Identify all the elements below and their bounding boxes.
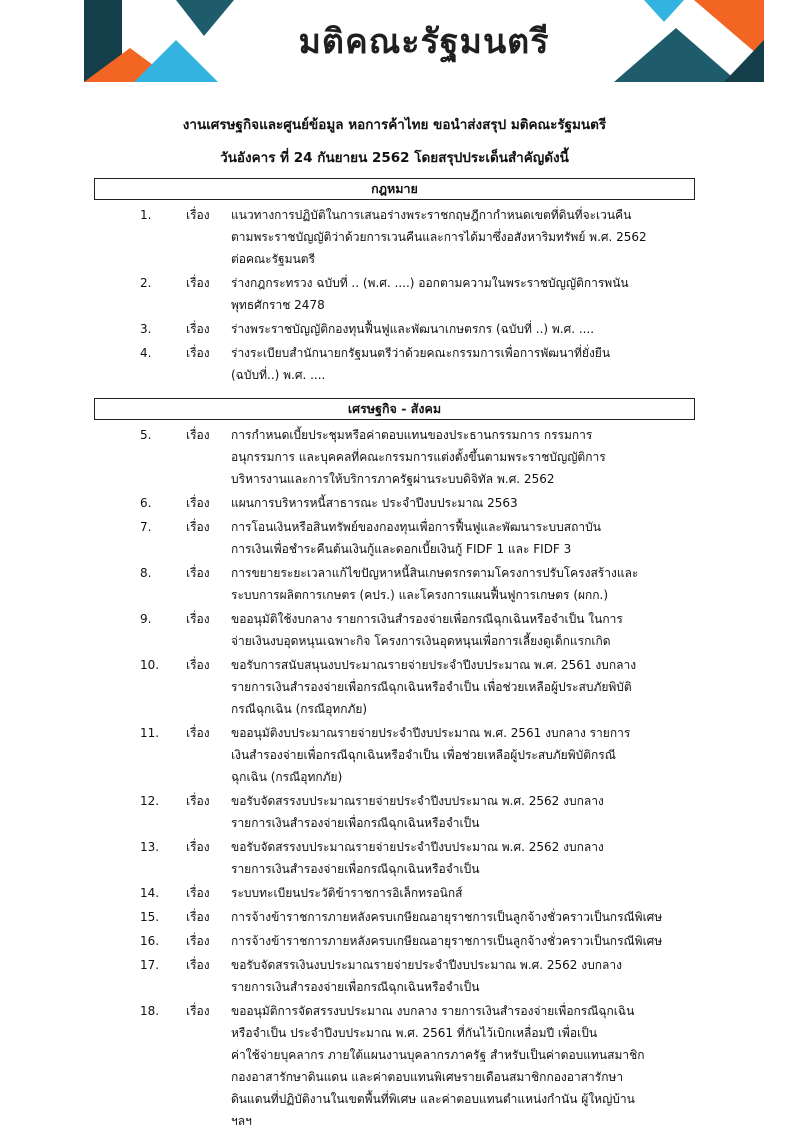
item-text-line: ตามพระราชบัญญัติว่าด้วยการเวนคืนและการได้มาซึ่งอสังหาริมทรัพย์ พ.ศ. 2562: [231, 230, 647, 244]
item-number: 17.: [140, 958, 160, 972]
item-keyword: เรื่อง: [186, 658, 210, 672]
section-heading: เศรษฐกิจ - สังคม: [94, 398, 695, 420]
item-text-line: ขอรับจัดสรรงบประมาณรายจ่ายประจำปีงบประมาณ พ.ศ. 2562 งบกลาง: [231, 794, 604, 808]
item-number: 16.: [140, 934, 160, 948]
item-text-line: ต่อคณะรัฐมนตรี: [231, 252, 316, 266]
item-keyword: เรื่อง: [186, 1004, 210, 1018]
item-number: 18.: [140, 1004, 160, 1018]
item-keyword: เรื่อง: [186, 520, 210, 534]
item-text: [231, 204, 691, 270]
item-text-line: การกำหนดเบี้ยประชุมหรือค่าตอบแทนของประธานกรรมการ กรรมการ: [231, 428, 593, 442]
item-keyword: เรื่อง: [186, 566, 210, 580]
item-keyword: เรื่อง: [186, 934, 210, 948]
item-number: 10.: [140, 658, 160, 672]
item-text: [231, 930, 691, 952]
intro-line-2: วันอังคาร ที่ 24 กันยายน 2562 โดยสรุปประเด็นสำคัญดังนี้: [220, 150, 569, 166]
item-text-line: ฉุกเฉิน (กรณีอุทกภัย): [231, 770, 343, 784]
item-text-line: รายการเงินสำรองจ่ายเพื่อกรณีฉุกเฉินหรือจำเป็น: [231, 980, 480, 994]
item-text-line: พุทธศักราช 2478: [231, 298, 325, 312]
item-number: 3.: [140, 322, 152, 336]
item-text: [231, 790, 691, 834]
item-keyword: เรื่อง: [186, 794, 210, 808]
item-text-line: ระบบทะเบียนประวัติข้าราชการอิเล็กทรอนิกส์: [231, 886, 463, 900]
item-text: [231, 272, 691, 316]
item-text-line: หรือจำเป็น ประจำปีงบประมาณ พ.ศ. 2561 ที่กันไว้เบิกเหลื่อมปี เพื่อเป็น: [231, 1026, 598, 1040]
item-text-line: ร่างพระราชบัญญัติกองทุนฟื้นฟูและพัฒนาเกษตรกร (ฉบับที่ ..) พ.ศ. ....: [231, 322, 595, 336]
item-text-line: การจ้างข้าราชการภายหลังครบเกษียณอายุราชการเป็นลูกจ้างชั่วคราวเป็นกรณีพิเศษ: [231, 910, 663, 924]
item-text-line: ขอรับจัดสรรงบประมาณรายจ่ายประจำปีงบประมาณ พ.ศ. 2562 งบกลาง: [231, 840, 604, 854]
item-text-line: แผนการบริหารหนี้สาธารณะ ประจำปีงบประมาณ 2563: [231, 496, 518, 510]
item-text-line: เงินสำรองจ่ายเพื่อกรณีฉุกเฉินหรือจำเป็น เพื่อช่วยเหลือผู้ประสบภัยพิบัติกรณี: [231, 748, 616, 762]
item-text-line: การเงินเพื่อชำระคืนต้นเงินกู้และดอกเบี้ยเงินกู้ FIDF 1 และ FIDF 3: [231, 542, 572, 556]
item-text-line: การขยายระยะเวลาแก้ไขปัญหาหนี้สินเกษตรกรตามโครงการปรับโครงสร้างและ: [231, 566, 639, 580]
item-text: [231, 882, 691, 904]
item-keyword: เรื่อง: [186, 496, 210, 510]
item-number: 7.: [140, 520, 152, 534]
item-keyword: เรื่อง: [186, 276, 210, 290]
item-number: 15.: [140, 910, 160, 924]
item-keyword: เรื่อง: [186, 958, 210, 972]
item-keyword: เรื่อง: [186, 726, 210, 740]
item-text-line: ดินแดนที่ปฏิบัติงานในเขตพื้นที่พิเศษ และค่าตอบแทนตำแหน่งกำนัน ผู้ใหญ่บ้าน: [231, 1092, 635, 1106]
item-text-line: ค่าใช้จ่ายบุคลากร ภายใต้แผนงานบุคลากรภาครัฐ สำหรับเป็นค่าตอบแทนสมาชิก: [231, 1048, 645, 1062]
item-text: [231, 654, 691, 720]
header-banner: [84, 0, 764, 82]
item-keyword: เรื่อง: [186, 346, 210, 360]
item-text-line: ขออนุมัติงบประมาณรายจ่ายประจำปีงบประมาณ พ.ศ. 2561 งบกลาง รายการ: [231, 726, 631, 740]
item-keyword: เรื่อง: [186, 910, 210, 924]
item-text-line: ร่างระเบียบสำนักนายกรัฐมนตรีว่าด้วยคณะกรรมการเพื่อการพัฒนาที่ยั่งยืน: [231, 346, 611, 360]
item-text: [231, 906, 691, 928]
item-text-line: แนวทางการปฏิบัติในการเสนอร่างพระราชกฤษฎีกากำหนดเขตที่ดินที่จะเวนคืน: [231, 208, 632, 222]
item-text-line: การจ้างข้าราชการภายหลังครบเกษียณอายุราชการเป็นลูกจ้างชั่วคราวเป็นกรณีพิเศษ: [231, 934, 663, 948]
item-text-line: ขอรับจัดสรรเงินงบประมาณรายจ่ายประจำปีงบประมาณ พ.ศ. 2562 งบกลาง: [231, 958, 622, 972]
item-text-line: ร่างกฎกระทรวง ฉบับที่ .. (พ.ศ. ....) ออกตามความในพระราชบัญญัติการพนัน: [231, 276, 629, 290]
item-number: 4.: [140, 346, 152, 360]
item-text: [231, 1000, 691, 1132]
item-text-line: จ่ายเงินงบอุดหนุนเฉพาะกิจ โครงการเงินอุดหนุนเพื่อการเลี้ยงดูเด็กแรกเกิด: [231, 634, 611, 648]
item-keyword: เรื่อง: [186, 208, 210, 222]
item-number: 11.: [140, 726, 160, 740]
item-number: 6.: [140, 496, 152, 510]
item-number: 8.: [140, 566, 152, 580]
item-text-line: (ฉบับที่..) พ.ศ. ....: [231, 368, 326, 382]
item-number: 14.: [140, 886, 160, 900]
item-text: [231, 342, 691, 386]
item-text-line: กองอาสารักษาดินแดน และค่าตอบแทนพิเศษรายเดือนสมาชิกกองอาสารักษา: [231, 1070, 624, 1084]
item-number: 1.: [140, 208, 152, 222]
item-text-line: กรณีฉุกเฉิน (กรณีอุทกภัย): [231, 702, 368, 716]
item-number: 12.: [140, 794, 160, 808]
item-text-line: บริหารงานและการให้บริการภาครัฐผ่านระบบดิจิทัล พ.ศ. 2562: [231, 472, 555, 486]
item-number: 2.: [140, 276, 152, 290]
item-text: [231, 608, 691, 652]
item-text: [231, 722, 691, 788]
item-text-line: ฯลฯ: [231, 1114, 252, 1128]
item-text-line: ขอรับการสนับสนุนงบประมาณรายจ่ายประจำปีงบประมาณ พ.ศ. 2561 งบกลาง: [231, 658, 637, 672]
item-text: [231, 318, 691, 340]
item-text-line: รายการเงินสำรองจ่ายเพื่อกรณีฉุกเฉินหรือจำเป็น เพื่อช่วยเหลือผู้ประสบภัยพิบัติ: [231, 680, 632, 694]
intro-line-1: งานเศรษฐกิจและศูนย์ข้อมูล หอการค้าไทย ขอนำส่งสรุป มติคณะรัฐมนตรี: [182, 117, 607, 133]
item-text: [231, 836, 691, 880]
item-text-line: ขออนุมัติใช้งบกลาง รายการเงินสำรองจ่ายเพื่อกรณีฉุกเฉินหรือจำเป็น ในการ: [231, 612, 623, 626]
item-number: 13.: [140, 840, 160, 854]
banner-title: มติคณะรัฐมนตรี: [298, 22, 550, 62]
item-number: 9.: [140, 612, 152, 626]
item-keyword: เรื่อง: [186, 428, 210, 442]
item-keyword: เรื่อง: [186, 886, 210, 900]
item-text-line: รายการเงินสำรองจ่ายเพื่อกรณีฉุกเฉินหรือจำเป็น: [231, 862, 480, 876]
item-text: [231, 424, 691, 490]
item-text-line: ระบบการผลิตการเกษตร (คปร.) และโครงการแผนฟื้นฟูการเกษตร (ผกก.): [231, 588, 609, 602]
item-text: [231, 562, 691, 606]
item-text-line: การโอนเงินหรือสินทรัพย์ของกองทุนเพื่อการฟื้นฟูและพัฒนาระบบสถาบัน: [231, 520, 601, 534]
item-text-line: ขออนุมัติการจัดสรรงบประมาณ งบกลาง รายการเงินสำรองจ่ายเพื่อกรณีฉุกเฉิน: [231, 1004, 635, 1018]
item-keyword: เรื่อง: [186, 840, 210, 854]
item-text: [231, 954, 691, 998]
item-keyword: เรื่อง: [186, 322, 210, 336]
item-text: [231, 516, 691, 560]
item-text-line: รายการเงินสำรองจ่ายเพื่อกรณีฉุกเฉินหรือจำเป็น: [231, 816, 480, 830]
item-keyword: เรื่อง: [186, 612, 210, 626]
item-number: 5.: [140, 428, 152, 442]
item-text: [231, 492, 691, 514]
item-text-line: อนุกรรมการ และบุคคลที่คณะกรรมการแต่งตั้งขึ้นตามพระราชบัญญัติการ: [231, 450, 606, 464]
section-heading: กฎหมาย: [94, 178, 695, 200]
